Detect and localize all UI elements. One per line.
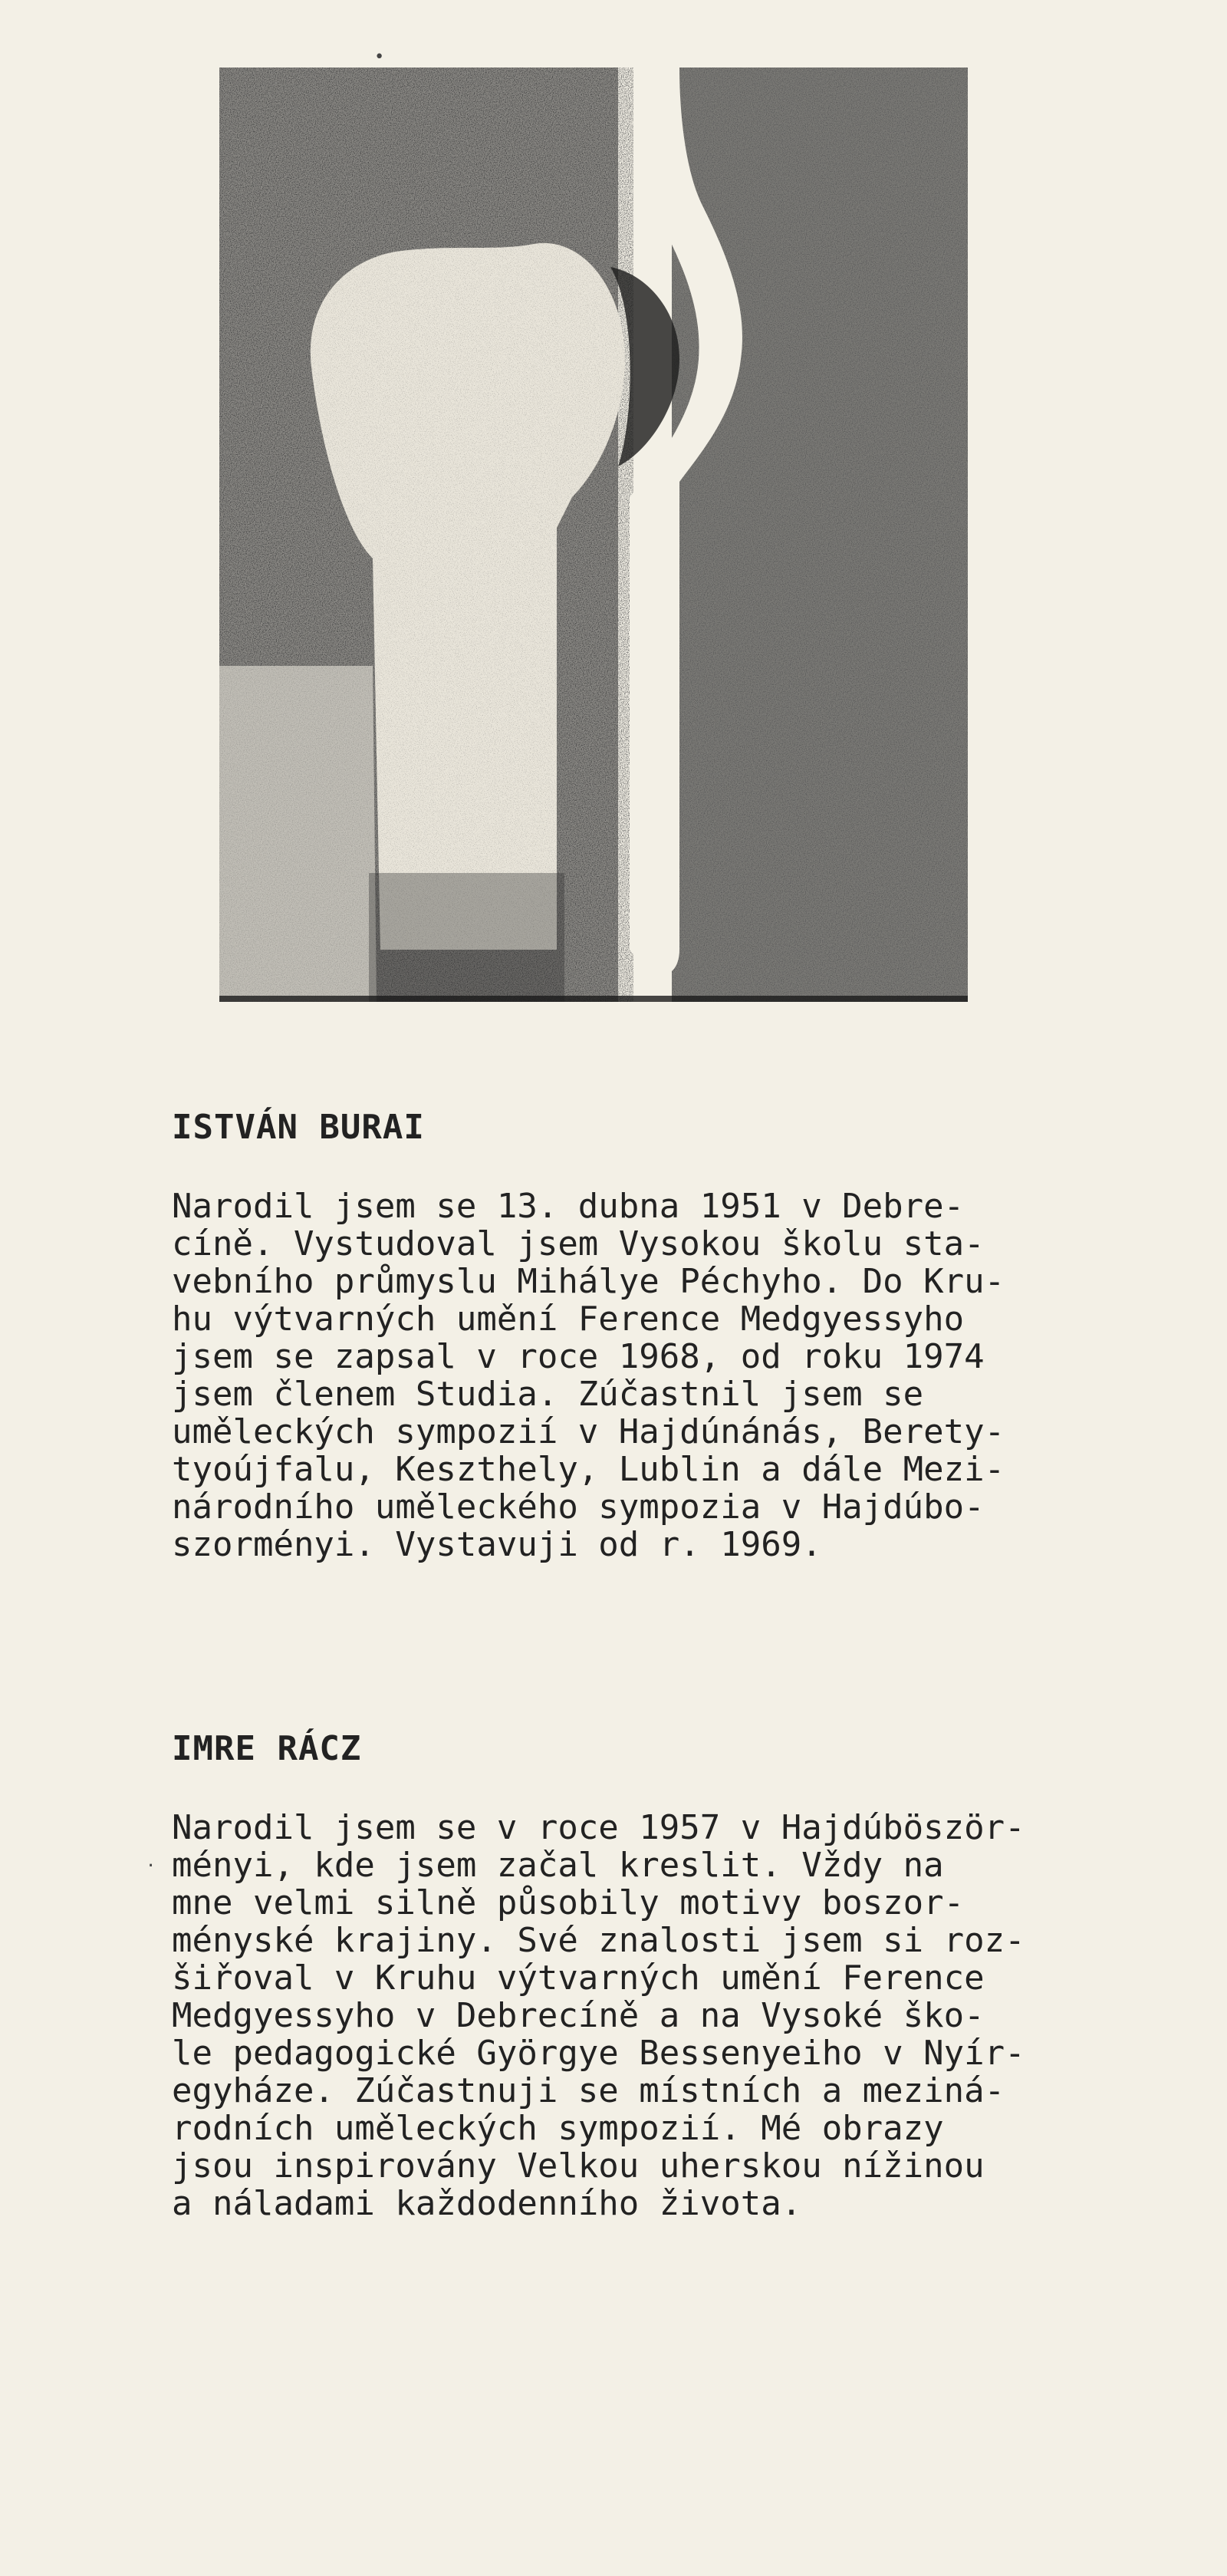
artist-bio: Narodil jsem se 13. dubna 1951 v Debre- cíně. Vystudoval jsem Vysokou školu sta- vebního průmyslu Mihálye Péchyho. Do Kru- hu výtvarných umění Ference Medgyessyho jsem se zapsal v roce 1968, od roku 1974 jsem členem Studia. Zúčastnil jsem se uměleckých sympozií v Hajdúnánás, Berety- tyoújfalu, Keszthely, Lublin a dále Mezi- národního uměleckého sympozia v Hajdúbo- szorményi. Vystavuji od r. 1969. <box>172 1187 1005 1564</box>
margin-dot: · <box>146 1856 156 1876</box>
artist-entry <box>172 1108 1153 1564</box>
artist-entry <box>172 1729 1153 2223</box>
artist-bio: Narodil jsem se v roce 1957 v Hajdúböször- ményi, kde jsem začal kreslit. Vždy na mne velmi silně působily motivy boszor- ményské krajiny. Své znalosti jsem si roz- šiřoval v Kruhu výtvarných umění Ference Medgyessyho v Debrecíně a na Vysoké ško- le pedagogické Györgye Bessenyeiho v Nyír- egyháze. Zúčastnuji se místních a meziná- rodních uměleckých sympozií. Mé obrazy jsou inspirovány Velkou uherskou nížinou a náladami každodenního života. <box>172 1808 1025 2223</box>
margin-dot: • <box>374 48 385 67</box>
artist-name: ISTVÁN BURAI <box>172 1108 425 1147</box>
artist-name: IMRE RÁCZ <box>172 1729 362 1768</box>
abstract-artwork-icon <box>219 68 968 1002</box>
artwork-image <box>219 68 968 1002</box>
